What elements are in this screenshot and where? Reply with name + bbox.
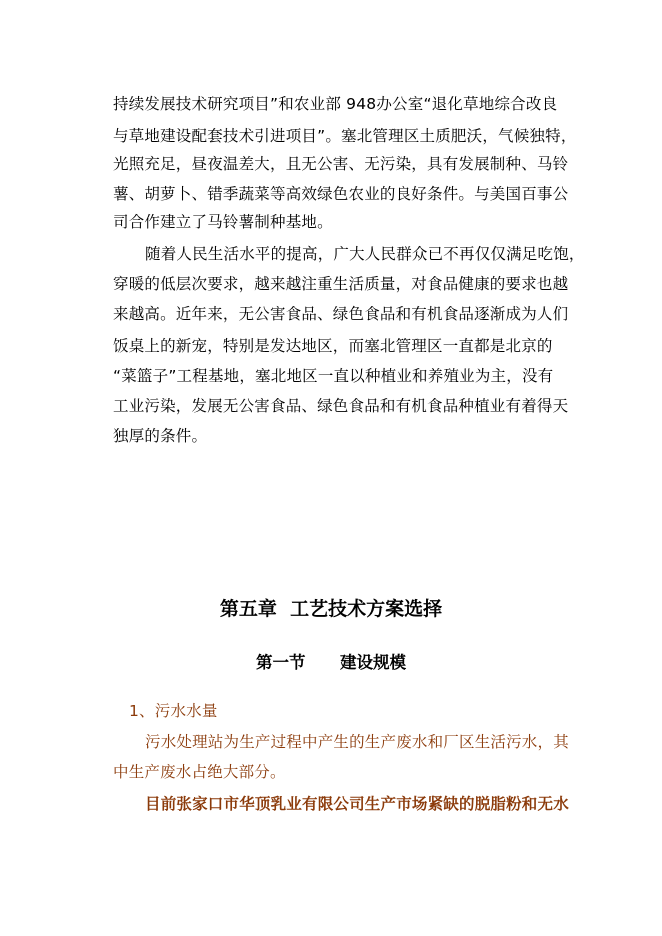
paragraph1-line: 薯、胡萝卜、错季蔬菜等高效绿色农业的良好条件。与美国百事公: [113, 185, 569, 203]
paragraph2-line: “菜篮子”工程基地，塞北地区一直以种植业和养殖业为主，没有: [113, 367, 554, 385]
paragraph1-line: 持续发展技术研究项目”和农业部 948办公室“退化草地综合改良: [113, 95, 558, 113]
chapter-title: 第五章 工艺技术方案选择: [219, 598, 443, 620]
paragraph2-line: 随着人民生活水平的提高，广大人民群众已不再仅仅满足吃饱，: [145, 245, 585, 263]
paragraph2-line: 独厚的条件。: [113, 427, 208, 445]
item1-para2-line: 目前张家口市华顶乳业有限公司生产市场紧缺的脱脂粉和无水: [145, 795, 569, 813]
paragraph2-line: 工业污染，发展无公害食品、绿色食品和有机食品种植业有着得天: [113, 397, 569, 415]
item1-para-line: 污水处理站为生产过程中产生的生产废水和厂区生活污水，其: [145, 733, 569, 751]
paragraph2-line: 饭桌上的新宠，特别是发达地区，而塞北管理区一直都是北京的: [113, 337, 553, 355]
item1-heading: 1、污水水量: [129, 702, 218, 720]
paragraph2-line: 穿暖的低层次要求，越来越注重生活质量，对食品健康的要求也越: [113, 275, 569, 293]
section-title: 第一节 建设规模: [256, 653, 406, 672]
paragraph1-line: 司合作建立了马铃薯制种基地。: [113, 213, 333, 231]
item1-para-line: 中生产废水占绝大部分。: [113, 763, 286, 781]
paragraph2-line: 来越高。近年来，无公害食品、绿色食品和有机食品逐渐成为人们: [113, 305, 569, 323]
paragraph1-line: 与草地建设配套技术引进项目”。塞北管理区土质肥沃，气候独特，: [113, 127, 577, 145]
paragraph1-line: 光照充足，昼夜温差大，且无公害、无污染，具有发展制种、马铃: [113, 155, 569, 173]
